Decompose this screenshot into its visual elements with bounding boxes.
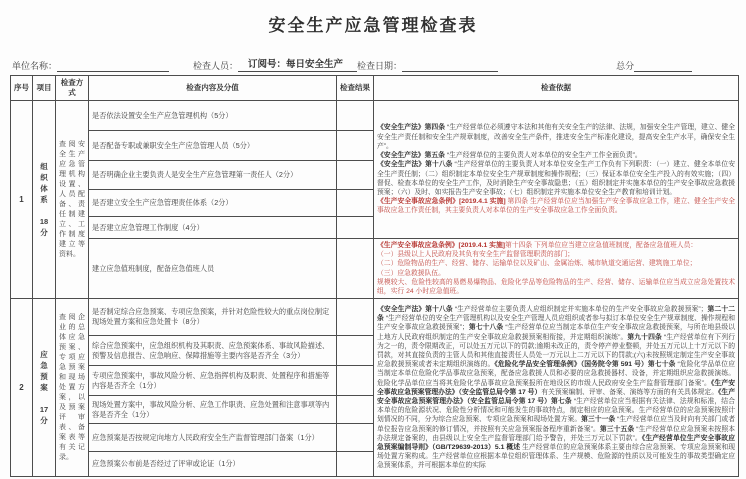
column-header-no: 序号: [11, 76, 33, 101]
check-item-cell: 综合应急预案中，应急组织机构及其职责、应急预案体系、事故风险描述、预警及信息报告、应急响应、保障措施等主要内容是否齐全（3分）: [89, 336, 337, 366]
check-item-cell: 现场处置方案中，事故风险分析、应急工作职责、应急处置和注意事项等内容是否齐全（1分）: [89, 396, 337, 424]
basis-paragraph: 规模较大、危险性较高的易燃易爆物品、危险化学品等危险物品的生产、经营、储存、运输单位应当成立应急处置技术组，实行 24 小时应急值班。: [377, 278, 735, 296]
basis-paragraph: 《安全生产法》第四条 “生产经营单位必须遵守本法和其他有关安全生产的法律、法规，加强安全生产管理，建立、健全安全生产责任制和安全生产规章制度，改善安全生产条件，推进安全生产标准化建设，提高安全生产水平，确保安全生产”。: [377, 124, 736, 150]
check-item-cell: 建立应急值班制度，配备应急值班人员: [89, 239, 337, 299]
basis-paragraph: 《生产安全事故应急条例》[2019.4.1 实施]第十四条 下列单位应当建立应急值班制度，配备应急值班人员：: [377, 242, 698, 249]
basis-paragraph: 《安全生产法》第十八条 “生产经营单位主要负责人应组织制定并实施本单位的生产安全事故应急救援预案”；第二十二条 “生产经营单位的安全生产管理机构以及安全生产管理人员应组织或者参与拟订本单位安全生产规章制度、操作规程和生产安全事故应急救援预案”；第七十八条 “生产经营单位应当制定本单位生产安全事故应急救援预案，与所在地县级以上地方人民政府组织制定的生产安全事故应急救援预案相衔接，并定期组织演练”。第九十四条 “生产经营单位有下列行为之一的，责令限期改正，可以处五万元以下的罚款;逾期未改正的，责令停产停业整顿，并处五万元以上十万元以下的罚款，对其直接负责的主管人员和其他直接责任人员处一万元以上二万元以下的罚款;(六)未按照规定制定生产安全事故应急救援预案或者未定期组织演练的。《危险化学品安全管理条例》（国务院令第 591 号）第七十条 “危险化学品单位应当制定本单位危险化学品事故应急预案，配备应急救援人员和必要的应急救援器材、设备，并定期组织应急救援演练。危险化学品单位应当将其危险化学品事故应急预案报所在地设区的市级人民政府安全生产监督管理部门备案”。《生产安全事故应急预案管理办法》（安全监管总局令第 17 号）有关预案编制、评审、备案、演练等方面的有关具体规定。《生产安全事故应急预案管理办法》（安全监管总局令第 17 号）第七条 “生产经营单位应当根据有关法律、法规和标准，结合本单位的危险源状况、危险性分析情况和可能发生的事故特点，制定相应的应急预案。生产经营单位的应急预案按照计划情况的不同，分为综合应急预案、专项应急预案和现场处置方案。第三十一条 “生产经营单位应当及时向有关部门或者单位报告应急预案的修订情况，并按照有关应急预案报备程序重新备案”。第三十五条 “生产经营单位应急预案未按照本办法规定备案的，由县级以上安全生产监督管理部门给予警告，并处三万元以下罚款”。《生产经营单位生产安全事故应急预案编制导则》（GB/T29639-2013）5.1 概述 生产经营单位的应急预案体系主要由综合应急预案、专项应急预案和现场处置方案构成。生产经营单位应根据本单位组织管理体系、生产规模、危险源的性质以及可能发生的事故类型确定应急预案体系，并可根据本单位的实际: [377, 305, 736, 470]
result-blank-cell: [337, 190, 374, 217]
result-blank-cell: [337, 131, 374, 161]
check-item-cell: 应急预案公布前是否经过了评审或论证（1分）: [89, 452, 337, 477]
basis-paragraph: （三）应急救援队伍。: [377, 269, 445, 277]
page-title: 安全生产应急管理检查表: [268, 16, 478, 35]
total-score-label: 总分: [616, 61, 635, 71]
date-label: 检查日期：: [357, 61, 403, 71]
checklist-table: [10, 75, 739, 477]
project-cell: 组 织 体 系 18 分: [33, 101, 56, 299]
unit-name-label: 单位名称：: [12, 61, 58, 71]
basis-paragraph: （二）危险物品的生产、经营、储存、运输单位以及矿山、金属冶炼、城市轨道交通运营、建筑施工单位；: [377, 260, 697, 268]
checklist-table-wrap: [10, 75, 738, 477]
basis-paragraph: 《安全生产法》第十八条 “生产经营单位的主要负责人对本单位安全生产工作负有下列职责：（一）建立、健全本单位安全生产责任制；（二）组织制定本单位安全生产规章制度和操作规程；（三）保证本单位安全生产投入的有效实施；（四）督促、检查本单位的安全生产工作，及时消除生产安全事故隐患；（五）组织制定并实施本单位的生产安全事故应急救援预案；（六）及时、如实报告生产安全事故；（七）组织制定并实施本单位安全生产教育和培训计划。: [377, 161, 735, 196]
check-item-cell: 是否建立应急管理工作制度（4分）: [89, 217, 337, 239]
basis-cell: [374, 299, 739, 477]
basis-paragraph: 《生产安全事故应急条例》[2019.4.1 实施] 第四条 生产经营单位应当加强生产安全事故应急工作，建立、健全生产安全事故应急工作责任制，其主要负责人对本单位的生产安全事故应急工作全面负责。: [377, 198, 736, 215]
date-blank: [402, 61, 498, 72]
basis-paragraph: （一）县级以上人民政府及其负有安全生产监督管理职责的部门；: [377, 251, 575, 259]
seq-cell: 2: [11, 299, 33, 477]
result-blank-cell: [337, 424, 374, 452]
result-blank-cell: [337, 101, 374, 131]
table-header-row: [11, 76, 739, 101]
table-row: [11, 101, 739, 131]
column-header-method: 检查方式: [56, 76, 89, 101]
column-header-basis: 检查依据: [374, 76, 739, 101]
check-item-cell: 是否配备专职或兼职安全生产应急管理人员（5分）: [89, 131, 337, 161]
result-blank-cell: [337, 217, 374, 239]
inspector-value: 订阅号：每日安全生产: [238, 56, 357, 72]
check-item-cell: 是否建立安全生产应急管理责任体系（2分）: [89, 190, 337, 217]
column-header-result: 检查结果: [337, 76, 374, 101]
result-blank-cell: [337, 239, 374, 299]
result-blank-cell: [337, 299, 374, 336]
result-blank-cell: [337, 366, 374, 396]
check-item-cell: 是否制定综合应急预案、专项应急预案，并针对危险性较大的重点岗位制定现场处置方案和应急处置卡（8分）: [89, 299, 337, 336]
check-item-cell: 应急预案是否按规定向地方人民政府安全生产监督管理部门备案（1分）: [89, 424, 337, 452]
column-header-project: 项目: [33, 76, 56, 101]
inspector-label: 检查人员：: [193, 61, 239, 71]
unit-name-blank: [57, 61, 169, 72]
check-item-cell: 是否依法设置安全生产应急管理机构（5分）: [89, 101, 337, 131]
table-row: [11, 299, 739, 336]
result-blank-cell: [337, 336, 374, 366]
result-blank-cell: [337, 161, 374, 190]
basis-cell: [374, 239, 739, 299]
method-cell: 查阅企业的总体应急预案、专项应急预案和现场处置方案，以及预案评审表、备案表等有关记录。: [56, 299, 89, 477]
basis-paragraph: 《安全生产法》第五条 “生产经营单位的主要负责人对本单位的安全生产工作全面负责”。: [377, 152, 642, 160]
method-cell: 查阅安全生产应急管理机构设置、人员配备、责任制建立、工作制度建立等资料。: [56, 101, 89, 299]
seq-cell: 1: [11, 101, 33, 299]
table-row: [11, 239, 739, 299]
column-header-content: 检查内容及分值: [89, 76, 337, 101]
info-bar: [0, 56, 746, 72]
check-item-cell: 专项应急预案中，事故风险分析、应急指挥机构及职责、处置程序和措施等内容是否齐全（1分）: [89, 366, 337, 396]
check-item-cell: 是否明确企业主要负责人是安全生产应急管理第一责任人（2分）: [89, 161, 337, 190]
basis-cell: [374, 101, 739, 239]
project-cell: 应 急 预 案 17 分: [33, 299, 56, 477]
total-score-blank: [634, 61, 692, 72]
result-blank-cell: [337, 452, 374, 477]
result-blank-cell: [337, 396, 374, 424]
